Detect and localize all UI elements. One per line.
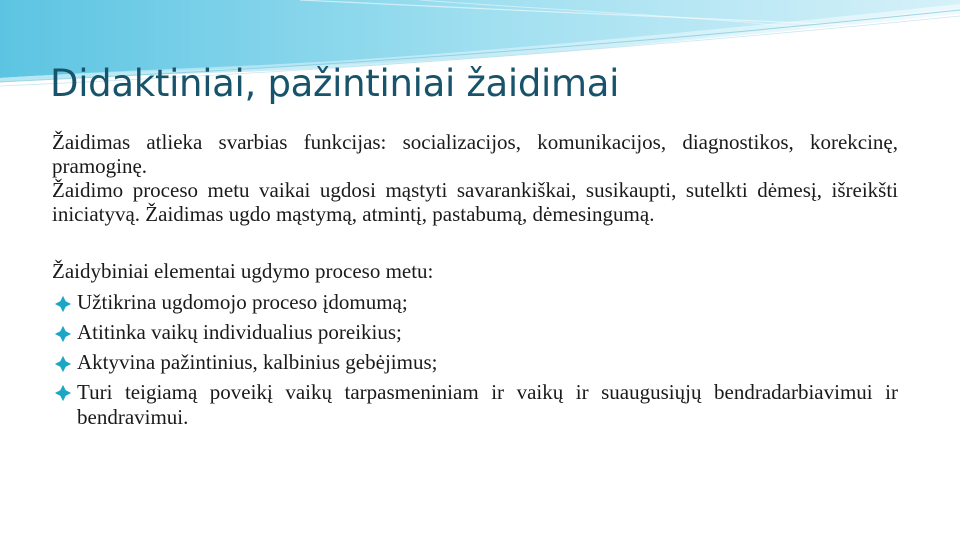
list-item <box>52 380 898 430</box>
diamond-clover-bullet-icon <box>54 325 72 343</box>
list-item <box>52 347 898 377</box>
bullet-text: Atitinka vaikų individualius poreikius; <box>77 320 402 344</box>
bullet-text: Turi teigiamą poveikį vaikų tarpasmeniniam ir vaikų ir suaugusiųjų bendradarbiavimui ir bendravimui. <box>77 380 898 429</box>
slide-title: Didaktiniai, pažintiniai žaidimai <box>50 62 620 105</box>
diamond-clover-bullet-icon <box>54 384 72 402</box>
list-item <box>52 287 898 317</box>
bullet-text: Aktyvina pažintinius, kalbinius gebėjimus; <box>77 350 438 374</box>
slide-body <box>52 130 898 430</box>
list-intro: Žaidybiniai elementai ugdymo proceso metu: <box>52 259 434 283</box>
spacer <box>52 226 898 256</box>
paragraph-functions: Žaidimas atlieka svarbias funkcijas: socializacijos, komunikacijos, diagnostikos, korekcinę, pramoginę. <box>52 130 898 178</box>
diamond-clover-bullet-icon <box>54 355 72 373</box>
paragraph-process: Žaidimo proceso metu vaikai ugdosi mąstyti savarankiškai, susikaupti, sutelkti dėmesį, išreikšti iniciatyvą. Žaidimas ugdo mąstymą, atmintį, pastabumą, dėmesingumą. <box>52 178 898 226</box>
bullet-text: Užtikrina ugdomojo proceso įdomumą; <box>77 290 408 314</box>
list-item <box>52 317 898 347</box>
diamond-clover-bullet-icon <box>54 295 72 313</box>
bullet-list <box>52 287 898 430</box>
